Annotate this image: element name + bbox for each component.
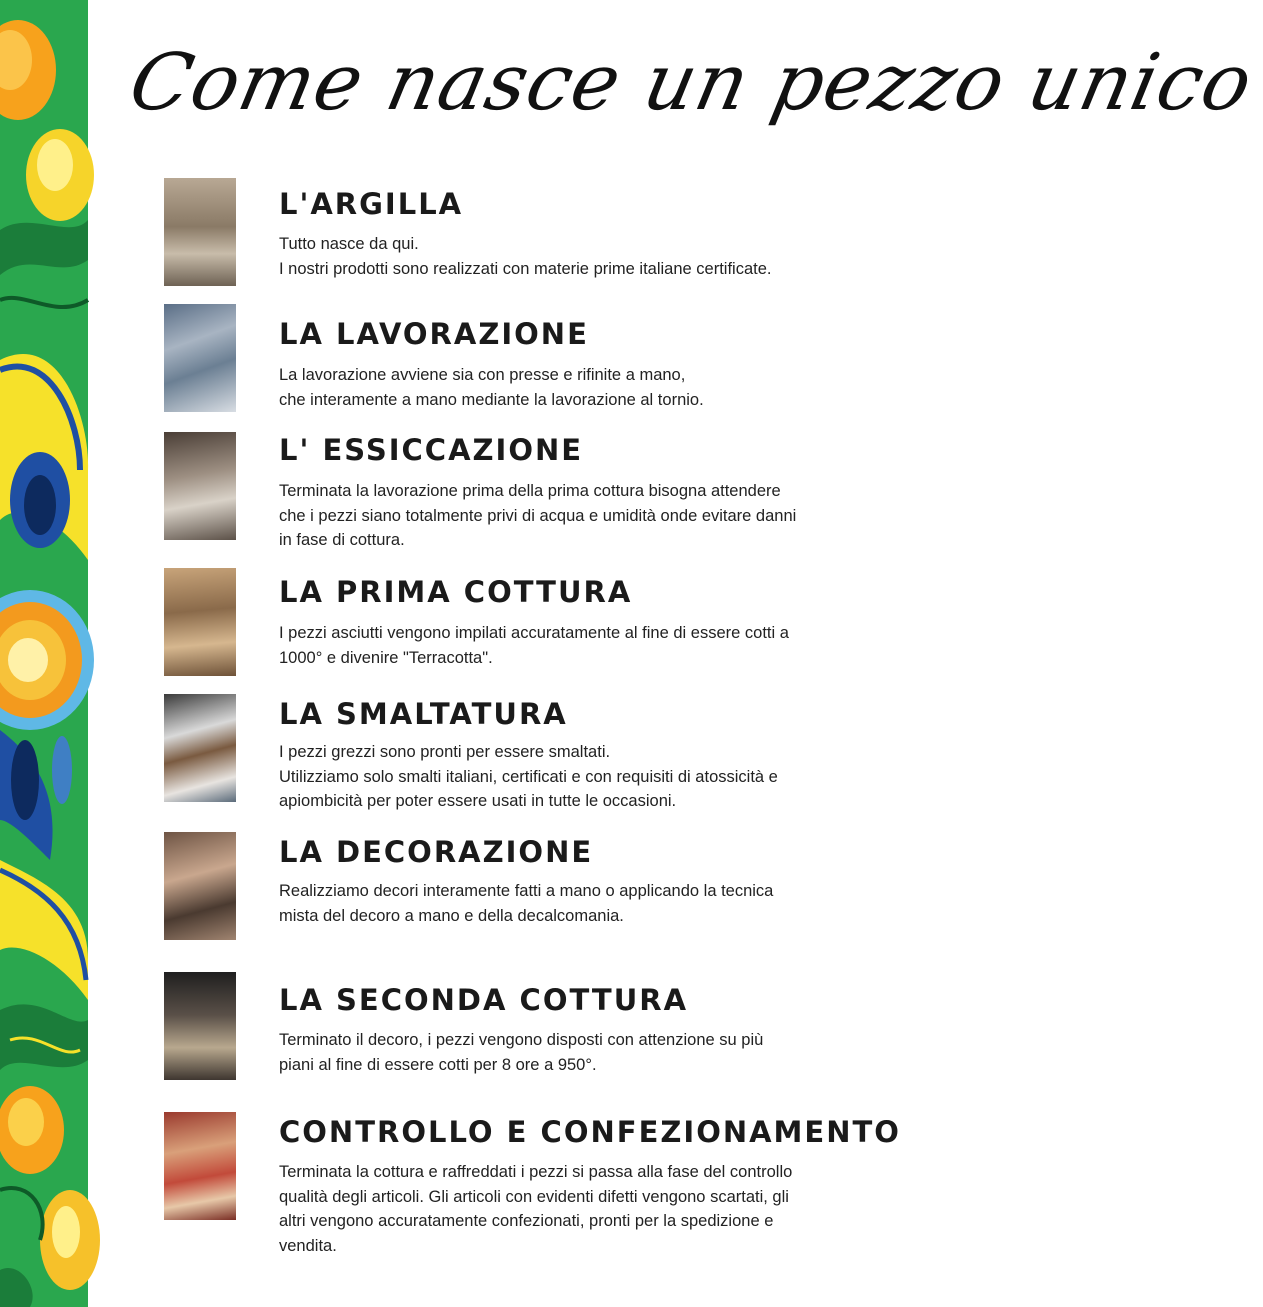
step-heading-4: LA PRIMA COTTURA [279, 575, 633, 609]
step-text-1: Tutto nasce da qui. I nostri prodotti sono realizzati con materie prime italiane certificate. [279, 235, 772, 278]
step-number-6 [164, 832, 236, 940]
page-title: Come nasce un pezzo unico [122, 38, 1261, 128]
step-number-5 [164, 694, 236, 802]
step-heading-3: L' ESSICCAZIONE [279, 433, 584, 467]
step-heading-6: LA DECORAZIONE [279, 835, 594, 869]
step-heading-8: CONTROLLO E CONFEZIONAMENTO [279, 1115, 901, 1149]
step-text-5: I pezzi grezzi sono pronti per essere smaltati. Utilizziamo solo smalti italiani, certificati e con requisiti di atossicità e apiombicità per poter essere usati in tutte le occasioni. [279, 743, 778, 810]
step-number-8 [164, 1112, 236, 1220]
step-text-7: Terminato il decoro, i pezzi vengono disposti con attenzione su più piani al fine di essere cotti per 8 ore a 950°. [279, 1031, 764, 1074]
step-text-8: Terminata la cottura e raffreddati i pezzi si passa alla fase del controllo qualità degli articoli. Gli articoli con evidenti difetti vengono scartati, gli altri vengono accuratamente confezionati, pronti per la spedizione e vendita. [279, 1163, 793, 1255]
ceramic-pattern-strip [0, 0, 88, 1307]
step-number-3 [164, 432, 236, 540]
majolica-decoration-image [0, 0, 88, 1307]
step-heading-2: LA LAVORAZIONE [279, 317, 589, 351]
step-number-4 [164, 568, 236, 676]
step-text-6: Realizziamo decori interamente fatti a mano o applicando la tecnica mista del decoro a mano e della decalcomania. [279, 882, 774, 925]
step-text-4: I pezzi asciutti vengono impilati accuratamente al fine di essere cotti a 1000° e divenire "Terracotta". [279, 624, 789, 667]
step-text-2: La lavorazione avviene sia con presse e rifinite a mano, che interamente a mano mediante la lavorazione al tornio. [279, 366, 704, 409]
step-number-2 [164, 304, 236, 412]
step-number-7 [164, 972, 236, 1080]
step-text-3: Terminata la lavorazione prima della prima cottura bisogna attendere che i pezzi siano totalmente privi di acqua e umidità onde evitare danni in fase di cottura. [279, 482, 797, 549]
step-heading-5: LA SMALTATURA [279, 697, 568, 731]
step-number-1 [164, 178, 236, 286]
step-heading-7: LA SECONDA COTTURA [279, 983, 689, 1017]
step-heading-1: L'ARGILLA [279, 187, 464, 221]
